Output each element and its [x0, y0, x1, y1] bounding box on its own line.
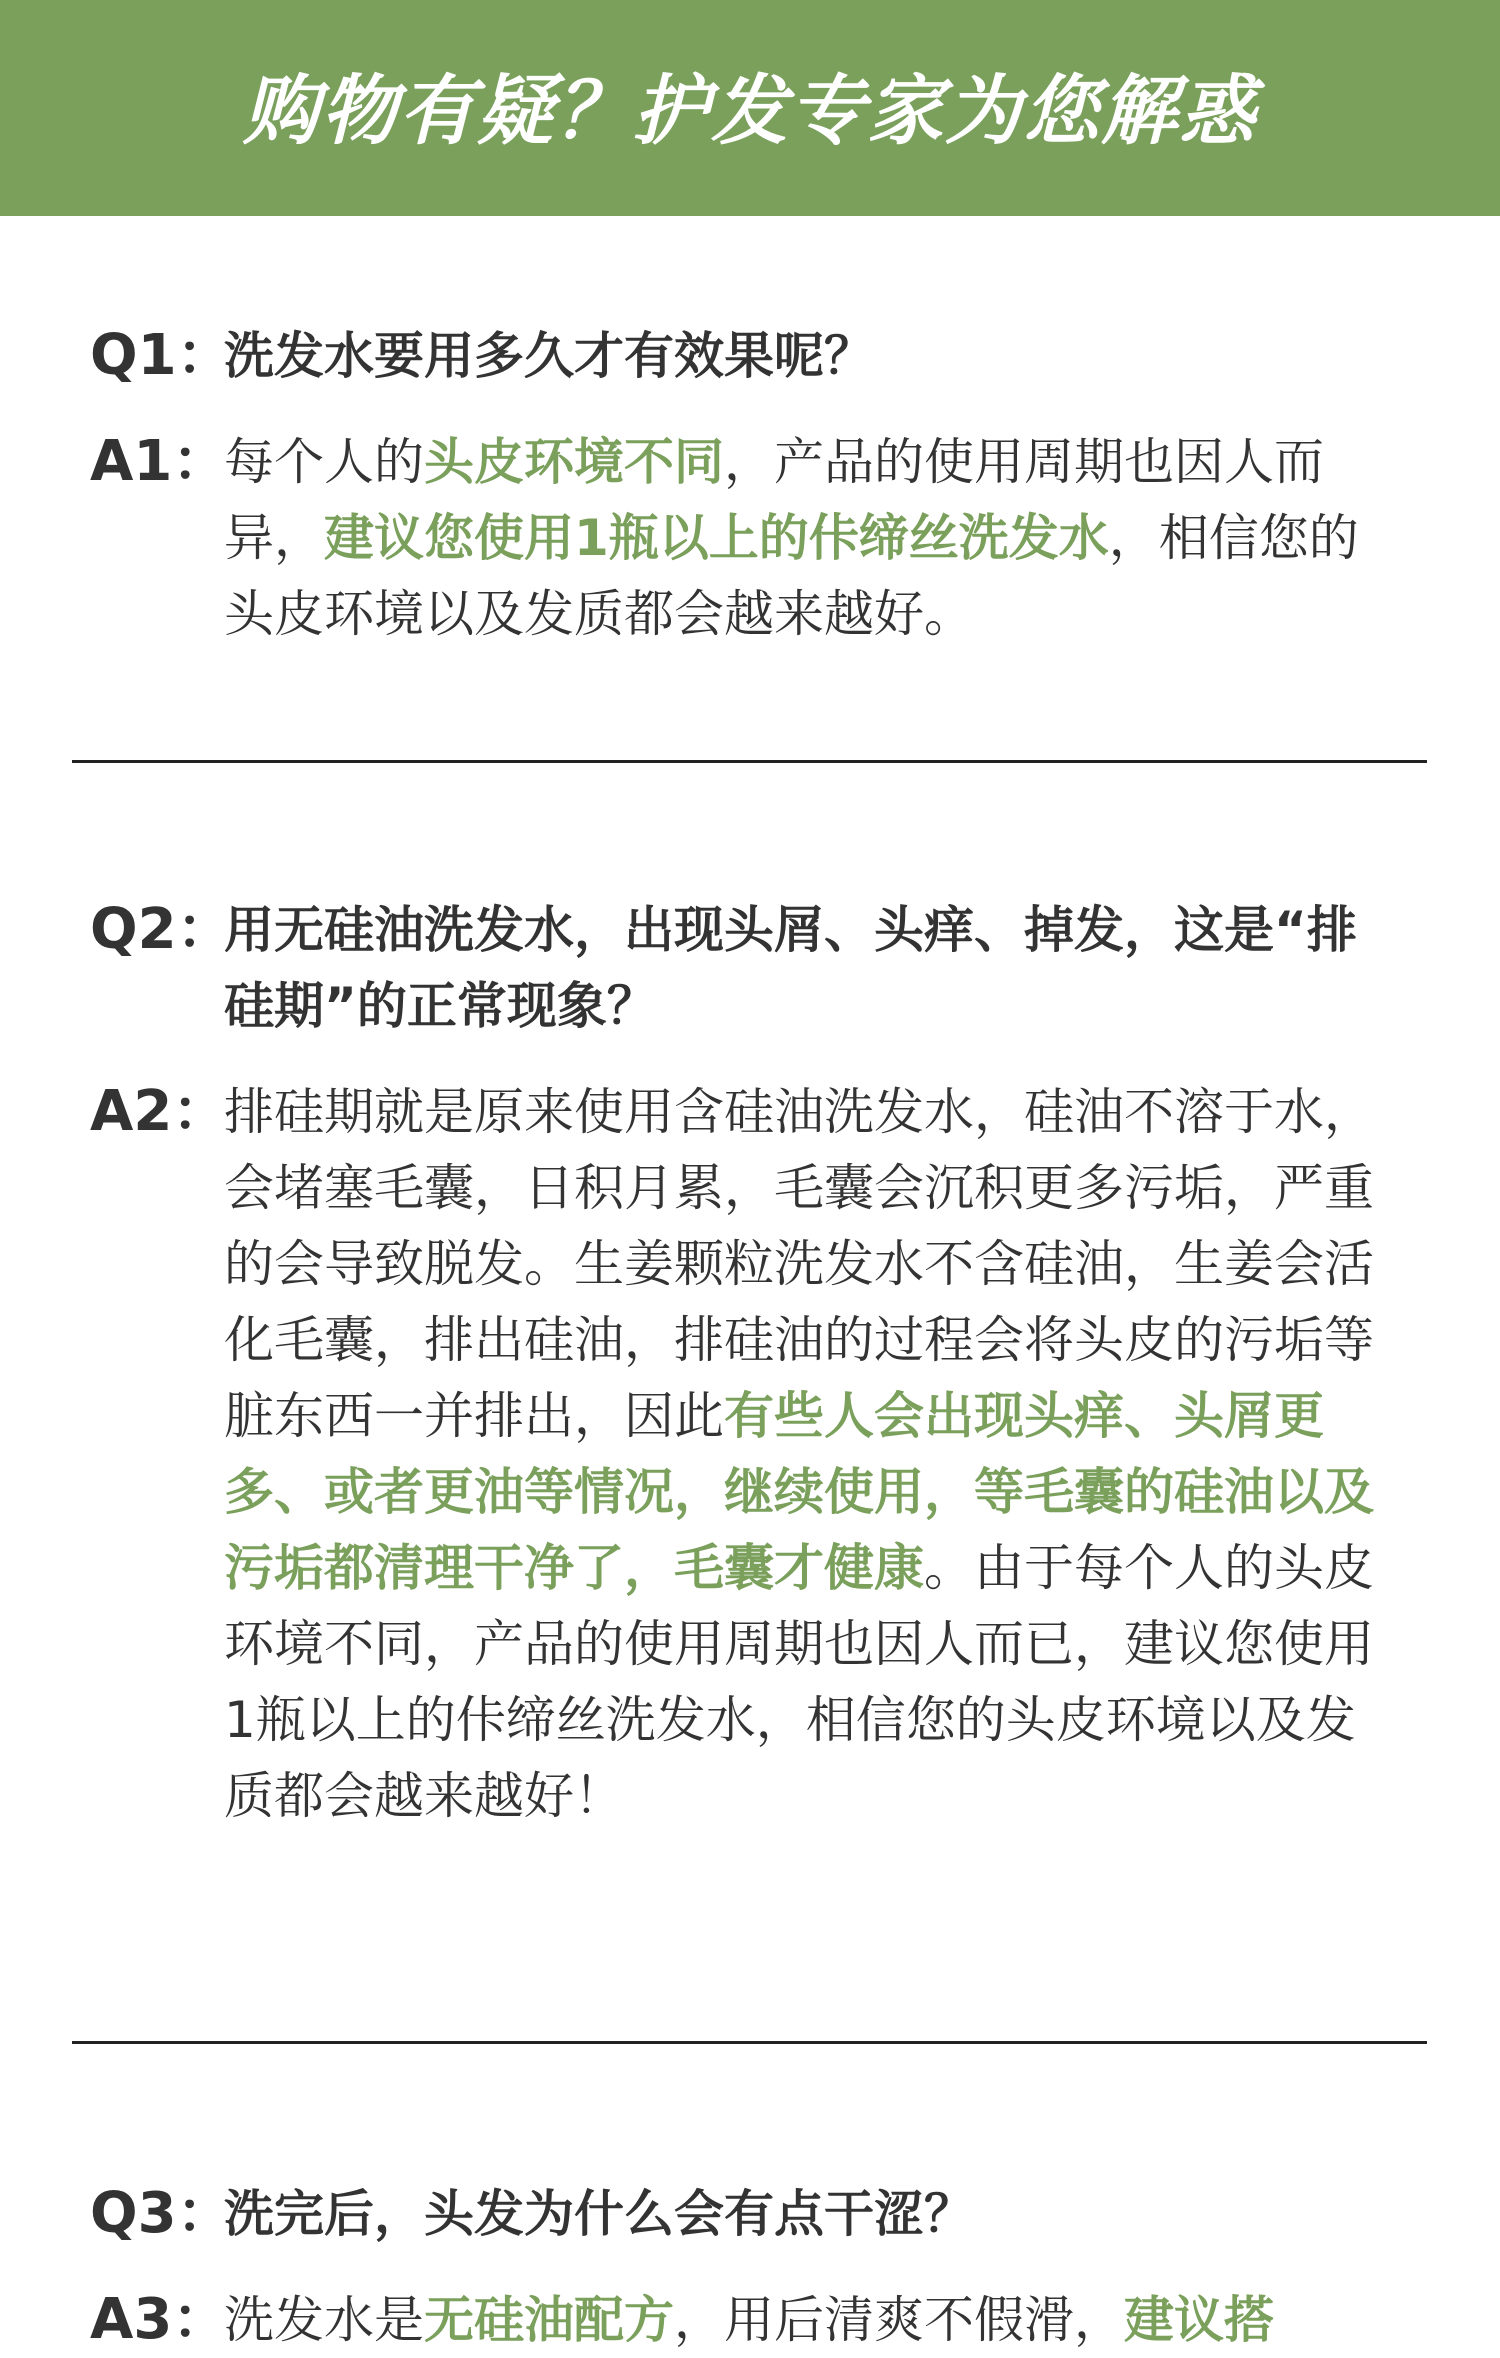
- answer-segment: ，用后清爽不假滑，: [674, 2291, 1124, 2349]
- question-tag: Q3：: [90, 2181, 233, 2246]
- question-row: [90, 318, 1390, 394]
- faq-item-2: [90, 892, 1390, 1834]
- divider: [72, 760, 1427, 763]
- answer-text: [224, 1074, 1390, 1834]
- question-tag: Q1：: [90, 323, 233, 388]
- question-text: 洗完后，头发为什么会有点干涩？: [224, 2185, 974, 2243]
- header-banner: [0, 0, 1500, 216]
- faq-item-3: [90, 2176, 1390, 2358]
- faq-item-1: [90, 318, 1390, 652]
- answer-row: [90, 424, 1390, 652]
- answer-row: [90, 2282, 1390, 2358]
- answer-highlight: 建议搭: [1124, 2291, 1274, 2349]
- divider: [72, 2041, 1427, 2044]
- question-row: [90, 892, 1390, 1044]
- answer-row: [90, 1074, 1390, 1834]
- answer-segment: 。由于每个人的头皮环境不同，产品的使用周期也因人而已，建议您使用1瓶以上的佧缔丝洗发水，相信您的头皮环境以及发质都会越来越好！: [224, 1539, 1374, 1825]
- answer-segment: ，相信您的头皮环境以及发质都会越来越好。: [224, 509, 1359, 643]
- question-row: [90, 2176, 1390, 2252]
- page-title: 购物有疑？护发专家为您解惑: [243, 65, 1257, 155]
- answer-highlight: 头皮环境不同: [424, 433, 724, 491]
- answer-highlight: 无硅油配方: [424, 2291, 674, 2349]
- question-text: 用无硅油洗发水，出现头屑、头痒、掉发，这是“排硅期”的正常现象？: [224, 901, 1357, 1035]
- answer-text: [224, 424, 1390, 652]
- question-tag: Q2：: [90, 897, 233, 962]
- answer-segment: 排硅期就是原来使用含硅油洗发水，硅油不溶于水，会堵塞毛囊，日积月累，毛囊会沉积更多污垢，严重的会导致脱发。生姜颗粒洗发水不含硅油，生姜会活化毛囊，排出硅油，排硅油的过程会将头皮的污垢等脏东西一并排出，因此: [224, 1083, 1374, 1445]
- answer-tag: A3：: [90, 2287, 229, 2352]
- answer-highlight: 建议您使用1瓶以上的佧缔丝洗发水: [324, 509, 1109, 567]
- answer-tag: A1：: [90, 429, 229, 494]
- answer-highlight: 有些人会出现头痒、头屑更多、或者更油等情况，继续使用，等毛囊的硅油以及污垢都清理干净了，毛囊才健康: [224, 1387, 1374, 1597]
- answer-segment: ，产品的使用周期也因人而异，: [224, 433, 1324, 567]
- question-text: 洗发水要用多久才有效果呢？: [224, 327, 874, 385]
- answer-tag: A2：: [90, 1079, 229, 1144]
- answer-segment: 每个人的: [224, 433, 424, 491]
- answer-segment: 洗发水是: [224, 2291, 424, 2349]
- answer-text: [224, 2282, 1390, 2358]
